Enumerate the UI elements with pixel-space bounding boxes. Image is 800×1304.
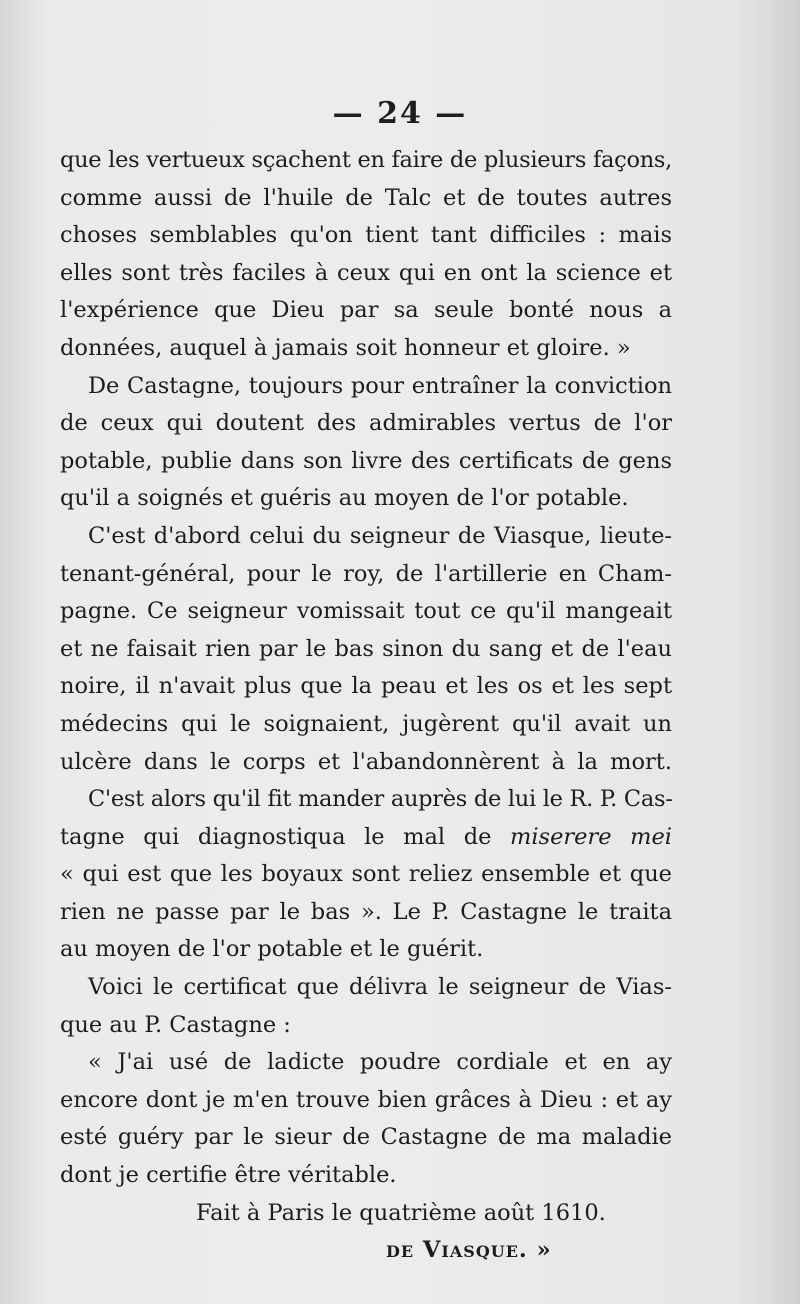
text-line: C'est d'abord celui du seigneur de Viasque, lieute- [88, 522, 672, 549]
signature-name: de Viasque. » [386, 1237, 552, 1264]
text-line: elles sont très faciles à ceux qui en ont la science et [60, 259, 672, 286]
text-line: au moyen de l'or potable et le guérit. [60, 936, 484, 963]
text-line: comme aussi de l'huile de Talc et de toutes autres [60, 184, 672, 211]
text-line: l'expérience que Dieu par sa seule bonté nous a [60, 297, 672, 324]
text-line: médecins qui le soignaient, jugèrent qu'il avait un [60, 710, 672, 737]
text-line: données, auquel à jamais soit honneur et gloire. » [60, 334, 631, 361]
text-line: Voici le certificat que délivra le seigneur de Vias- [88, 974, 672, 1001]
text-line: choses semblables qu'on tient tant difficiles : mais [60, 222, 672, 249]
page-number: — 24 — [332, 96, 468, 131]
body-text [60, 142, 672, 1270]
text-line: noire, il n'avait plus que la peau et les os et les sept [60, 673, 672, 700]
text-line-segment: tagne qui diagnostiqua le mal de [60, 823, 511, 850]
text-line: « J'ai usé de ladicte poudre cordiale et en ay [88, 1049, 672, 1076]
text-line: « qui est que les boyaux sont reliez ensemble et que [60, 861, 672, 888]
text-line: tenant-général, pour le roy, de l'artillerie en Cham- [60, 560, 672, 587]
text-line: pagne. Ce seigneur vomissait tout ce qu'il mangeait [60, 598, 672, 625]
text-line: rien ne passe par le bas ». Le P. Castagne le traita [60, 898, 672, 925]
signature-date: Fait à Paris le quatrième août 1610. [196, 1199, 606, 1226]
text-line [60, 819, 672, 857]
text-line: que les vertueux sçachent en faire de plusieurs façons, [60, 147, 672, 173]
text-line: et ne faisait rien par le bas sinon du sang et de l'eau [60, 635, 672, 662]
text-line: esté guéry par le sieur de Castagne de ma maladie [60, 1124, 672, 1151]
text-line: encore dont je m'en trouve bien grâces à Dieu : et ay [60, 1086, 672, 1113]
text-line: potable, publie dans son livre des certificats de gens [60, 447, 672, 474]
text-line: De Castagne, toujours pour entraîner la conviction [88, 372, 672, 399]
text-line: dont je certifie être véritable. [60, 1162, 397, 1189]
text-line: qu'il a soignés et guéris au moyen de l'or potable. [60, 485, 629, 512]
text-line: de ceux qui doutent des admirables vertus de l'or [60, 410, 672, 437]
text-line: ulcère dans le corps et l'abandonnèrent à la mort. [60, 748, 672, 775]
italic-term: miserere mei [510, 823, 672, 850]
text-line: C'est alors qu'il fit mander auprès de lui le R. P. Cas- [88, 786, 673, 813]
text-line: que au P. Castagne : [60, 1011, 291, 1038]
